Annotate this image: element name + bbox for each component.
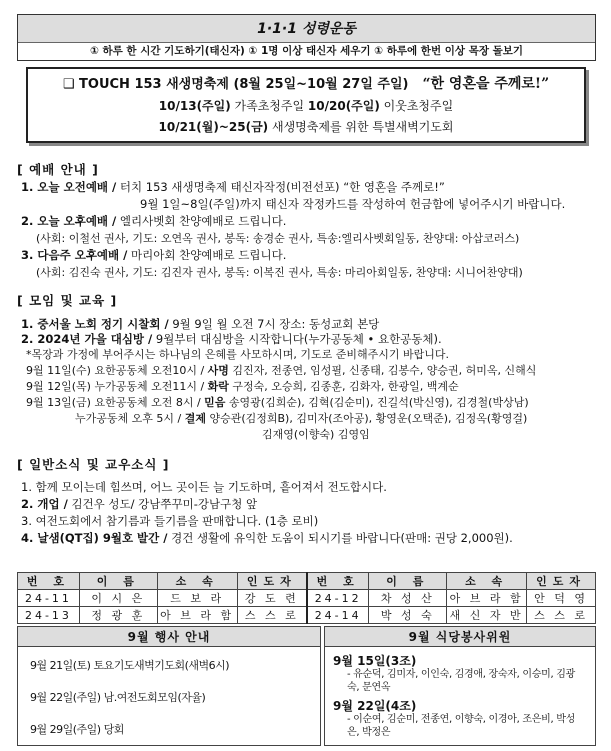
festival-text-2: 이웃초청주일 bbox=[379, 99, 454, 113]
worship-item-1-label: 1. 오늘 오전예배 / bbox=[21, 180, 117, 194]
news-item-3: 3. 여전도회에서 참기름과 들기름을 판매합니다. (1층 로비) bbox=[21, 514, 319, 528]
col-header: 번 호 bbox=[307, 573, 369, 590]
table-cell: 아 브 라 함 bbox=[157, 607, 237, 624]
worship-item-1-cont: 9월 1일~8일(주일)까지 태신자 작정카드를 작성하여 헌금함에 넣어주시기 바랍니다. bbox=[140, 197, 566, 211]
news-item-2 bbox=[21, 496, 257, 513]
festival-text-1: 가족초청주일 bbox=[230, 99, 308, 113]
worship-item-3-detail: (사회: 김진숙 권사, 기도: 김진자 권사, 봉독: 이복진 권사, 특송: 마리아회일동, 찬양대: 시니어찬양대) bbox=[36, 266, 523, 279]
meal-heading: 9월 식당봉사위원 bbox=[325, 627, 595, 647]
worship-item-2-text: 엘리사벳회 찬양예배로 드립니다. bbox=[116, 214, 287, 228]
event-item: 9월 22일(주일) 남.여전도회모임(자율) bbox=[30, 691, 206, 704]
news-item-1: 1. 함께 모이는데 힘쓰며, 어느 곳이든 늘 기도하며, 흩어져서 전도합시다. bbox=[21, 480, 387, 494]
festival-text-3: 새생명축제를 위한 특별새벽기도회 bbox=[268, 120, 454, 134]
table-cell: 강 도 련 bbox=[237, 590, 307, 607]
event-item: 9월 29일(주일) 당회 bbox=[30, 723, 124, 736]
visit-row-4 bbox=[75, 410, 527, 427]
visit-row-2-role: 화락 bbox=[207, 380, 229, 393]
meal-names-2: - 이순여, 김순미, 전종연, 이향숙, 이경아, 조은비, 박성은, 박정은 bbox=[347, 714, 575, 738]
table-cell: 24-13 bbox=[18, 607, 80, 624]
table-cell: 차 성 산 bbox=[369, 590, 447, 607]
meeting-item-1-label: 1. 중서울 노회 정기 시찰회 / bbox=[21, 317, 169, 331]
visit-row-1-when: 9월 11일(수) 요한공동체 오전10시 / bbox=[26, 364, 205, 377]
visit-row-4-cont: 김재영(이향숙) 김영임 bbox=[262, 428, 370, 441]
worship-item-2-label: 2. 오늘 오후예배 / bbox=[21, 214, 117, 228]
table-cell: 24-14 bbox=[307, 607, 369, 624]
meal-panel bbox=[324, 626, 596, 746]
visit-row-2-names: 구정숙, 오승희, 김종훈, 김화자, 한광일, 백계순 bbox=[228, 380, 459, 393]
touch-festival-box bbox=[26, 67, 586, 143]
festival-date-2: 10/20(주일) bbox=[307, 99, 380, 113]
table-cell: 박 성 숙 bbox=[369, 607, 447, 624]
table-cell: 드 보 라 bbox=[157, 590, 237, 607]
news-item-2-label: 2. 개업 / bbox=[21, 497, 68, 511]
visit-row-1 bbox=[26, 362, 536, 379]
visit-row-3-names: 송영광(김희순), 김혁(김순미), 진길석(박신영), 김경철(박상남) bbox=[225, 396, 529, 409]
col-header: 인도자 bbox=[527, 573, 596, 590]
new-members-table bbox=[17, 572, 596, 624]
visit-row-2-when: 9월 12일(목) 누가공동체 오전11시 / bbox=[26, 380, 205, 393]
table-cell: 스 스 로 bbox=[237, 607, 307, 624]
events-panel bbox=[17, 626, 321, 746]
table-cell: 24-11 bbox=[18, 590, 80, 607]
table-row bbox=[18, 590, 596, 607]
event-item: 9월 21일(토) 토요기도새벽기도회(새벽6시) bbox=[30, 659, 230, 672]
visit-row-3-role: 믿음 bbox=[204, 396, 226, 409]
table-cell: 새 신 자 반 bbox=[447, 607, 527, 624]
meeting-item-2-note: *목장과 가정에 부어주시는 하나님의 은혜를 사모하시며, 기도로 준비해주시기 바랍니다. bbox=[26, 348, 449, 361]
col-header: 이 름 bbox=[369, 573, 447, 590]
worship-item-2-detail: (사회: 이철선 권사, 기도: 오연옥 권사, 봉독: 송경순 권사, 특송:엘리사벳회일동, 찬양대: 아삽코러스) bbox=[36, 232, 520, 245]
col-header: 인도자 bbox=[237, 573, 307, 590]
table-cell: 이 시 은 bbox=[79, 590, 157, 607]
news-item-4 bbox=[21, 530, 513, 547]
table-cell: 아 브 라 함 bbox=[447, 590, 527, 607]
visit-row-1-role: 사명 bbox=[207, 364, 229, 377]
meeting-item-2-label: 2. 2024년 가을 대심방 / bbox=[21, 332, 153, 346]
events-heading: 9월 행사 안내 bbox=[18, 627, 320, 647]
visit-row-2 bbox=[26, 378, 459, 395]
festival-title: ❑ TOUCH 153 새생명축제 (8월 25일~10월 27일 주일) bbox=[62, 77, 409, 92]
meeting-item-1-text: 9월 9일 월 오전 7시 장소: 동성교회 본당 bbox=[168, 317, 380, 331]
news-item-4-label: 4. 날샘(QT집) 9월호 발간 / bbox=[21, 531, 168, 545]
news-heading: [ 일반소식 및 교우소식 ] bbox=[17, 457, 170, 472]
visit-row-3-when: 9월 13일(금) 요한공동체 오전 8시 / bbox=[26, 396, 201, 409]
worship-item-2 bbox=[21, 213, 286, 230]
table-cell: 24-12 bbox=[307, 590, 369, 607]
meeting-item-2-text: 9월부터 대심방을 시작합니다(누가공동체 • 요한공동체). bbox=[152, 332, 442, 346]
meetings-heading: [ 모임 및 교육 ] bbox=[17, 293, 118, 308]
news-item-2-text: 김건우 성도/ 강남쭈꾸미-강남구청 앞 bbox=[67, 497, 258, 511]
visit-row-4-role: 결제 bbox=[184, 412, 206, 425]
col-header: 소 속 bbox=[157, 573, 237, 590]
visit-row-4-names: 양승관(김정희B), 김미자(조아공), 황영운(오택준), 김정옥(황영걸) bbox=[205, 412, 528, 425]
festival-prayer-line bbox=[28, 117, 584, 138]
table-cell: 스 스 로 bbox=[527, 607, 596, 624]
festival-quote: “한 영혼을 주께로!” bbox=[422, 76, 550, 92]
news-item-4-text: 경건 생활에 유익한 도움이 되시기를 바랍니다(판매: 권당 2,000원). bbox=[167, 531, 513, 545]
festival-dates-line bbox=[28, 96, 584, 117]
header-box bbox=[17, 14, 596, 61]
col-header: 번 호 bbox=[18, 573, 80, 590]
col-header: 이 름 bbox=[79, 573, 157, 590]
table-cell: 정 광 훈 bbox=[79, 607, 157, 624]
festival-title-line bbox=[28, 73, 584, 96]
festival-date-1: 10/13(주일) bbox=[158, 99, 231, 113]
worship-item-3-text: 마리아회 찬양예배로 드립니다. bbox=[127, 248, 287, 262]
table-header-row bbox=[18, 573, 596, 590]
worship-item-3-label: 3. 다음주 오후예배 / bbox=[21, 248, 128, 262]
slogans: ① 하루 한 시간 기도하기(태신자) ① 1명 이상 태신자 세우기 ① 하루에 한번 이상 목장 돌보기 bbox=[89, 45, 524, 57]
table-cell: 안 덕 영 bbox=[527, 590, 596, 607]
festival-date-3: 10/21(월)~25(금) bbox=[158, 120, 269, 134]
table-row bbox=[18, 607, 596, 624]
worship-item-1-text: 터치 153 새생명축제 태신자작정(비전선포) “한 영혼을 주께로!” bbox=[116, 180, 445, 194]
meal-date-2: 9월 22일(4조) bbox=[333, 699, 417, 713]
visit-row-4-when: 누가공동체 오후 5시 / bbox=[75, 412, 182, 425]
visit-row-3 bbox=[26, 394, 529, 411]
visit-row-1-names: 김진자, 전종연, 임성필, 신종태, 김봉수, 양승권, 허미옥, 신해식 bbox=[228, 364, 537, 377]
col-header: 소 속 bbox=[447, 573, 527, 590]
worship-heading: [ 예배 안내 ] bbox=[17, 162, 99, 177]
worship-item-3 bbox=[21, 247, 286, 264]
page-title: 1·1·1 성령운동 bbox=[18, 15, 595, 43]
meal-names-1: - 유순덕, 김미자, 이인숙, 김경애, 장숙자, 이승미, 김광숙, 문연옥 bbox=[347, 669, 575, 693]
worship-item-1 bbox=[21, 179, 445, 196]
meal-date-1: 9월 15일(3조) bbox=[333, 654, 417, 668]
